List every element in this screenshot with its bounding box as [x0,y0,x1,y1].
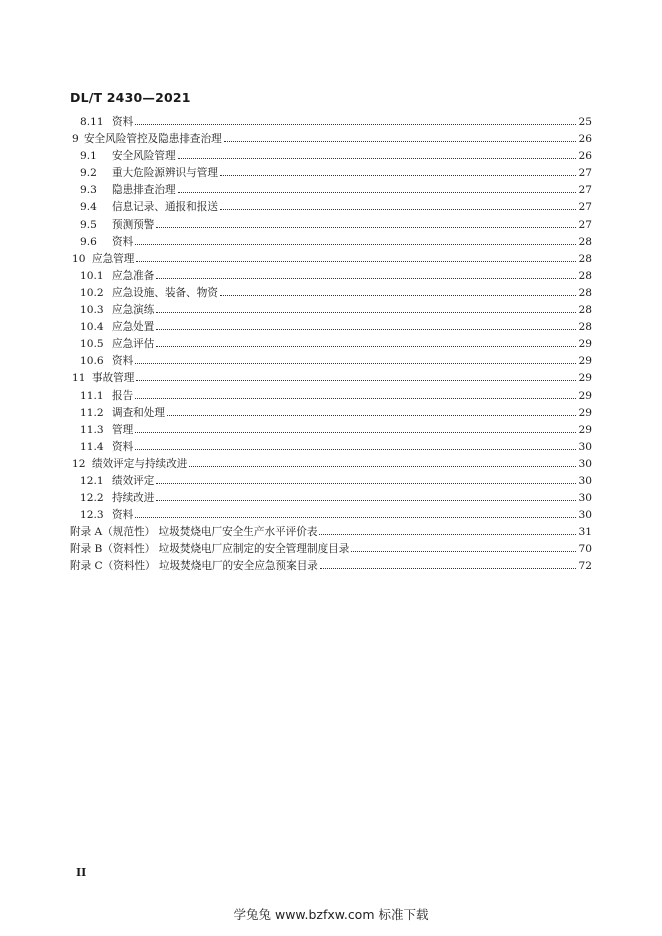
toc-entry-number: 12.1 [80,474,104,487]
toc-entry-page: 28 [578,304,592,317]
page-number: II [76,866,87,879]
toc-entry-title: 报告 [112,389,134,402]
toc-leader-dots [156,318,576,330]
toc-entry [70,147,592,164]
toc-entry [70,301,592,318]
toc-entry-title: 应急处置 [112,321,155,334]
toc-leader-dots [178,181,576,193]
toc-entry-number: 9.4 [80,201,97,214]
toc-leader-dots [178,147,576,159]
toc-entry-number: 10.2 [80,286,104,299]
toc-entry-title: 信息记录、通报和报送 [112,201,218,214]
toc-entry [70,523,592,540]
toc-entry-number: 10.6 [80,355,104,368]
toc-entry-page: 29 [578,355,592,368]
toc-entry-page: 25 [578,116,592,128]
toc-entry-title: 资料 [112,116,134,128]
toc-leader-dots [220,198,576,210]
toc-leader-dots [136,250,576,262]
toc-leader-dots [135,387,576,399]
watermark-text: 学兔兔 www.bzfxw.com 标准下载 [233,907,429,922]
toc-entry [70,164,592,181]
toc-entry-number: 11.1 [80,389,104,402]
toc-entry [70,557,592,574]
toc-entry-number: 9 [72,133,79,146]
toc-entry [70,335,592,352]
toc-leader-dots [156,489,576,501]
table-of-contents [70,113,592,575]
toc-entry-page: 28 [578,269,592,282]
toc-entry-page: 31 [578,526,592,539]
toc-entry [70,130,592,147]
toc-entry-number: 10 [72,252,86,265]
toc-entry-title: 安全风险管理 [112,150,176,163]
toc-entry-page: 28 [578,321,592,334]
toc-leader-dots [156,267,576,279]
toc-leader-dots [220,164,576,176]
toc-entry-title: 应急管理 [92,252,135,265]
toc-entry-title: 应急设施、装备、物资 [112,286,218,299]
toc-entry [70,318,592,335]
toc-entry [70,352,592,369]
toc-entry-number: 9.3 [80,184,97,197]
toc-entry-title: 隐患排查治理 [112,184,176,197]
toc-entry [70,438,592,455]
toc-entry-title: 调查和处理 [112,406,165,419]
toc-leader-dots [136,369,576,381]
toc-leader-dots [351,540,576,552]
toc-leader-dots [135,352,576,364]
toc-entry [70,284,592,301]
toc-leader-dots [135,438,576,450]
toc-entry-number: 10.5 [80,338,104,351]
toc-entry-page: 27 [578,201,592,214]
toc-entry [70,455,592,472]
toc-entry [70,267,592,284]
toc-entry-page: 29 [578,423,592,436]
toc-entry-page: 26 [578,150,592,163]
toc-entry-number: 10.3 [80,304,104,317]
toc-entry-title: 绩效评定 [112,474,155,487]
toc-entry-page: 26 [578,133,592,146]
toc-entry-title: 预测预警 [112,218,155,231]
toc-entry-title: 资料 [112,440,134,453]
toc-entry-number: 9.1 [80,150,97,163]
toc-entry-page: 28 [578,286,592,299]
toc-leader-dots [189,455,576,467]
toc-entry [70,404,592,421]
toc-entry-number: 11.4 [80,440,104,453]
toc-entry-page: 70 [578,543,592,556]
toc-entry-number: 12 [72,457,86,470]
toc-entry [70,421,592,438]
toc-entry-number: 11.3 [80,423,104,436]
toc-entry [70,181,592,198]
toc-entry-title: 附录 B（资料性） 垃圾焚烧电厂应制定的安全管理制度目录 [70,543,350,556]
toc-entry-page: 29 [578,389,592,402]
toc-entry-page: 28 [578,252,592,265]
toc-entry-number: 12.2 [80,492,104,505]
toc-entry [70,369,592,386]
toc-entry-number: 11.2 [80,406,104,419]
toc-leader-dots [135,421,576,433]
toc-entry-number: 9.2 [80,167,97,180]
toc-leader-dots [224,130,576,142]
toc-entry-number: 10.1 [80,269,104,282]
toc-entry [70,233,592,250]
toc-entry-title: 资料 [112,509,134,522]
toc-leader-dots [220,284,576,296]
toc-entry-title: 应急演练 [112,304,155,317]
toc-entry [70,506,592,523]
toc-entry-number: 9.6 [80,235,97,248]
toc-entry [70,540,592,557]
toc-leader-dots [320,557,576,569]
toc-entry-title: 管理 [112,423,134,436]
toc-entry-page: 29 [578,372,592,385]
toc-entry-page: 30 [578,492,592,505]
toc-entry-number: 8.11 [80,116,104,128]
toc-entry-title: 事故管理 [92,372,135,385]
toc-entry-title: 附录 A（规范性） 垃圾焚烧电厂安全生产水平评价表 [70,526,318,539]
toc-entry-number: 10.4 [80,321,104,334]
toc-entry-page: 29 [578,406,592,419]
toc-entry [70,472,592,489]
toc-leader-dots [156,216,576,228]
toc-leader-dots [135,233,576,245]
toc-entry-page: 29 [578,338,592,351]
toc-entry-title: 资料 [112,355,134,368]
toc-entry [70,216,592,233]
toc-entry-page: 28 [578,235,592,248]
toc-entry-number: 12.3 [80,509,104,522]
toc-entry [70,250,592,267]
toc-entry-page: 30 [578,457,592,470]
standard-code: DL/T 2430—2021 [70,90,191,105]
toc-entry-page: 27 [578,167,592,180]
toc-entry-title: 资料 [112,235,134,248]
toc-entry-title: 重大危险源辨识与管理 [112,167,218,180]
toc-entry [70,198,592,215]
toc-entry-title: 应急准备 [112,269,155,282]
toc-entry-title: 持续改进 [112,492,155,505]
toc-entry-page: 72 [578,560,592,573]
toc-entry-page: 30 [578,509,592,522]
toc-entry-number: 11 [72,372,86,385]
toc-leader-dots [319,523,576,535]
toc-entry-title: 附录 C（资料性） 垃圾焚烧电厂的安全应急预案目录 [70,560,318,573]
toc-entry-number: 9.5 [80,218,97,231]
toc-entry-page: 30 [578,474,592,487]
toc-entry [70,113,592,130]
toc-entry [70,489,592,506]
toc-leader-dots [167,404,576,416]
toc-entry-title: 安全风险管控及隐患排查治理 [84,133,222,146]
toc-leader-dots [156,472,576,484]
toc-entry-page: 27 [578,184,592,197]
toc-leader-dots [156,335,576,347]
toc-leader-dots [135,506,576,518]
toc-entry [70,387,592,404]
toc-leader-dots [156,301,576,313]
toc-entry-page: 27 [578,218,592,231]
toc-entry-title: 应急评估 [112,338,155,351]
toc-entry-title: 绩效评定与持续改进 [92,457,188,470]
toc-leader-dots [135,113,576,125]
toc-entry-page: 30 [578,440,592,453]
